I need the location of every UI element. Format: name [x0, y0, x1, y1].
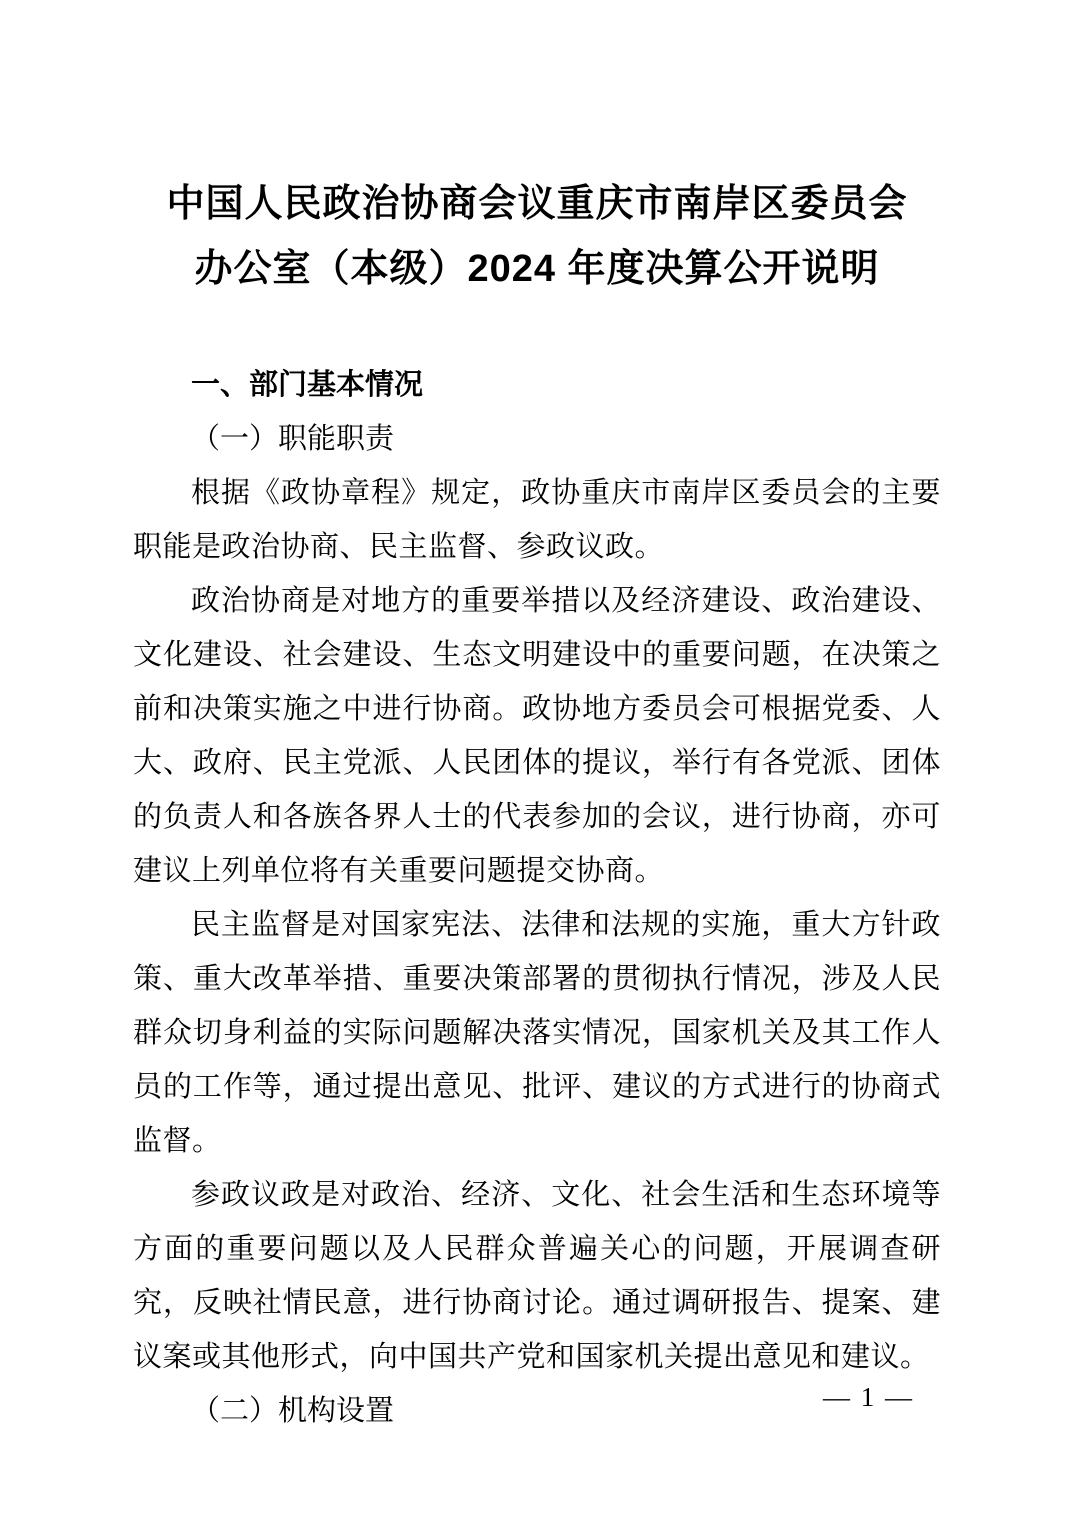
paragraph-participation-politics: 参政议政是对政治、经济、文化、社会生活和生态环境等方面的重要问题以及人民群众普遍关心的问题，开展调查研究，反映社情民意，进行协商讨论。通过调研报告、提案、建议案或其他形式，向中国共产党和国家机关提出意见和建议。 [133, 1179, 941, 1373]
subsection-heading-organization: （二）机构设置 [191, 1395, 395, 1427]
paragraph-functions-overview: 根据《政协章程》规定，政协重庆市南岸区委员会的主要职能是政治协商、民主监督、参政议政。 [133, 477, 941, 563]
document-title [133, 172, 941, 302]
document-title-line1: 中国人民政治协商会议重庆市南岸区委员会 [166, 183, 908, 225]
section-heading-basic-info: 一、部门基本情况 [191, 369, 424, 401]
paragraph-political-consultation: 政治协商是对地方的重要举措以及经济建设、政治建设、文化建设、社会建设、生态文明建设中的重要问题，在决策之前和决策实施之中进行协商。政协地方委员会可根据党委、人大、政府、民主党派、人民团体的提议，举行有各党派、团体的负责人和各族各界人士的代表参加的会议，进行协商，亦可建议上列单位将有关重要问题提交协商。 [133, 585, 941, 887]
document-title-line2: 办公室（本级）2024 年度决算公开说明 [194, 248, 880, 290]
paragraph-democratic-supervision: 民主监督是对国家宪法、法律和法规的实施，重大方针政策、重大改革举措、重要决策部署的贯彻执行情况，涉及人民群众切身利益的实际问题解决落实情况，国家机关及其工作人员的工作等，通过提出意见、批评、建议的方式进行的协商式监督。 [133, 909, 941, 1157]
page-number: — 1 — [823, 1382, 914, 1412]
subsection-heading-duties: （一）职能职责 [191, 423, 395, 455]
